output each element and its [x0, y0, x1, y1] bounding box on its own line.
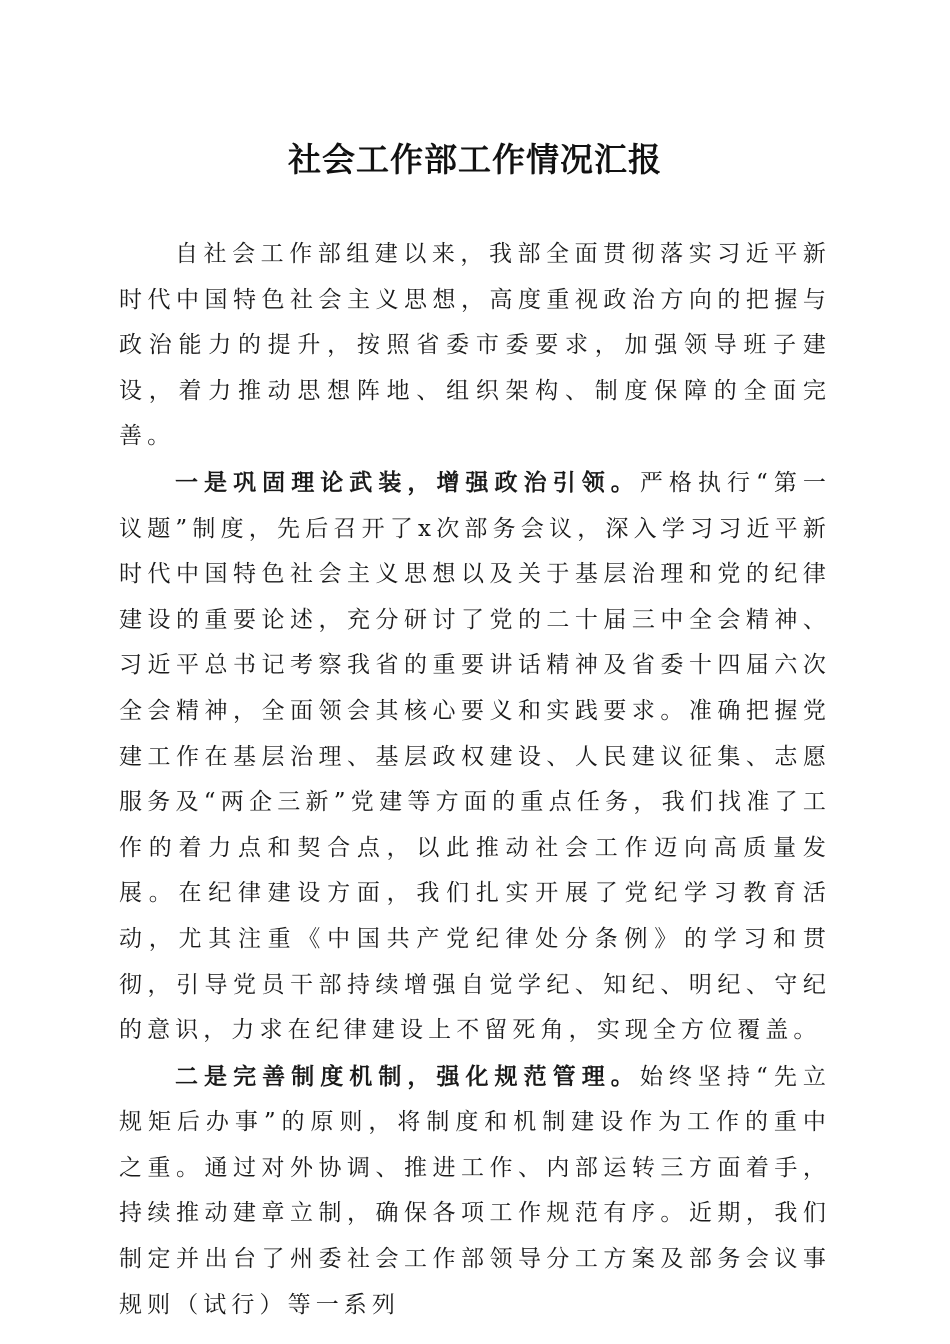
section-one-paragraph — [119, 460, 831, 1054]
intro-paragraph — [119, 232, 831, 460]
paragraph-text: 自社会工作部组建以来，我部全面贯彻落实习近平新时代中国特色社会主义思想，高度重视政治方向的把握与政治能力的提升，按照省委市委要求，加强领导班子建设，着力推动思想阵地、组织架构、制度保障的全面完善。 — [119, 241, 831, 450]
document-title: 社会工作部工作情况汇报 — [288, 140, 662, 179]
section-two-paragraph — [119, 1054, 831, 1329]
section-one-heading: 一是巩固理论武装，增强政治引领。 — [175, 468, 640, 496]
section-two-heading: 二是完善制度机制，强化规范管理。 — [175, 1062, 640, 1090]
paragraph-text: 严格执行“第一议题”制度，先后召开了x次部务会议，深入学习习近平新时代中国特色社会主义思想以及关于基层治理和党的纪律建设的重要论述，充分研讨了党的二十届三中全会精神、习近平总书记考察我省的重要讲话精神及省委十四届六次全会精神，全面领会其核心要义和实践要求。准确把握党建工作在基层治理、基层政权建设、人民建议征集、志愿服务及“两企三新”党建等方面的重点任务，我们找准了工作的着力点和契合点，以此推动社会工作迈向高质量发展。在纪律建设方面，我们扎实开展了党纪学习教育活动，尤其注重《中国共产党纪律处分条例》的学习和贯彻，引导党员干部持续增强自觉学纪、知纪、明纪、守纪的意识，力求在纪律建设上不留死角，实现全方位覆盖。 — [119, 469, 831, 1044]
document-body — [119, 232, 831, 1328]
paragraph-text: 始终坚持“先立规矩后办事”的原则，将制度和机制建设作为工作的重中之重。通过对外协调、推进工作、内部运转三方面着手，持续推动建章立制，确保各项工作规范有序。近期，我们制定并出台了州委社会工作部领导分工方案及部务会议事规则（试行）等一系列 — [119, 1063, 831, 1318]
